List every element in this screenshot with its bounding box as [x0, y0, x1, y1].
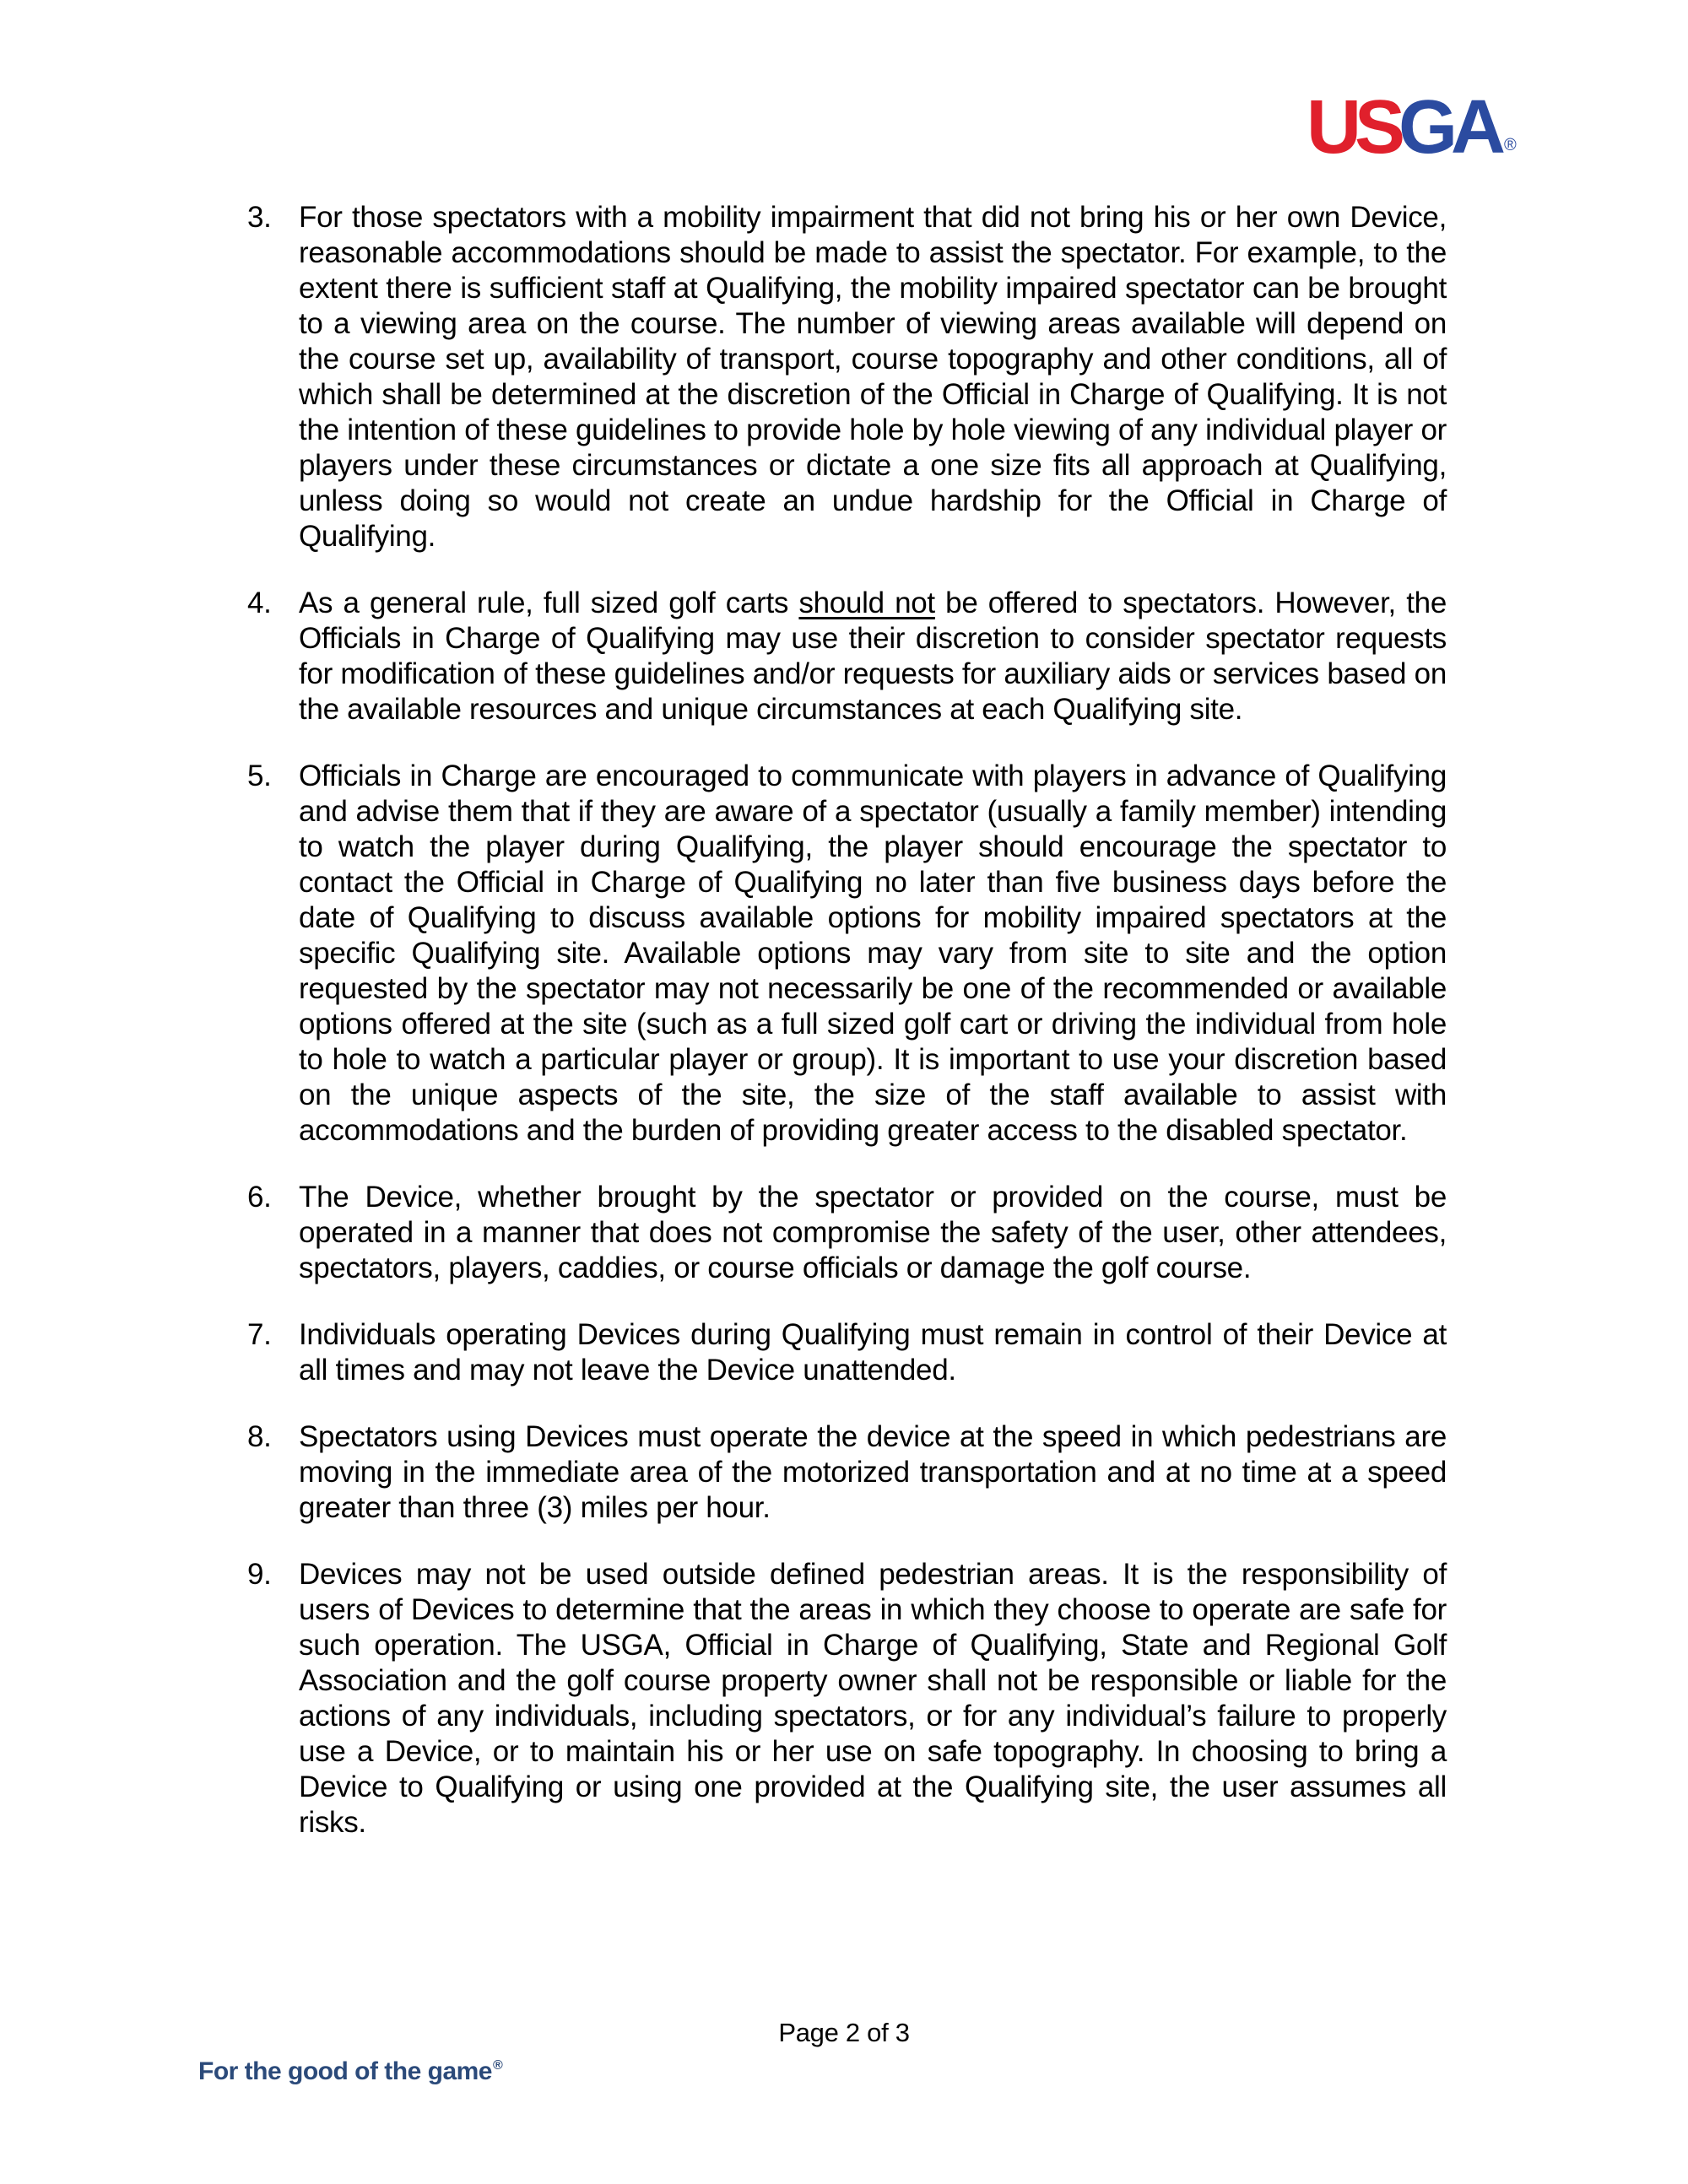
footer-slogan-text: For the good of the game [198, 2057, 492, 2085]
list-item-8 [247, 1419, 1447, 1526]
list-item-7 [247, 1317, 1447, 1388]
list-item-number: 6. [247, 1181, 272, 1214]
list-item-text: Individuals operating Devices during Qualifying must remain in control of their Device at all times and may not leave the Device unattended. [299, 1318, 1447, 1387]
list-item-text: For those spectators with a mobility impairment that did not bring his or her own Device, reasonable accommodations should be made to assist the spectator. For example, to the extent there is sufficient staff at Qualifying, the mobility impaired spectator can be brought to a viewing area on the course. The number of viewing areas available will depend on the course set up, availability of transport, course topography and other conditions, all of which shall be determined at the discretion of the Official in Charge of Qualifying. It is not the intention of these guidelines to provide hole by hole viewing of any individual player or players under these circumstances or dictate a one size fits all approach at Qualifying, unless doing so would not create an undue hardship for the Official in Charge of Qualifying. [299, 201, 1447, 553]
registered-trademark-icon: ® [1504, 136, 1517, 154]
list-item-4 [247, 586, 1447, 727]
list-item-text: Officials in Charge are encouraged to communicate with players in advance of Qualifying and advise them that if they are aware of a spectator (usually a family member) intending to watch the player during Qualifying, the player should encourage the spectator to contact the Official in Charge of Qualifying no later than five business days before the date of Qualifying to discuss available options for mobility impaired spectators at the specific Qualifying site. Available options may vary from site to site and the option requested by the spectator may not necessarily be one of the recommended or available options offered at the site (such as a full sized golf cart or driving the individual from hole to hole to watch a particular player or group). It is important to use your discretion based on the unique aspects of the site, the size of the staff available to assist with accommodations and the burden of providing greater access to the disabled spectator. [299, 760, 1447, 1147]
list-item-9 [247, 1557, 1447, 1841]
list-item-text: Devices may not be used outside defined pedestrian areas. It is the responsibility of users of Devices to determine that the areas in which they choose to operate are safe for such operation. The USGA, Official in Charge of Qualifying, State and Regional Golf Association and the golf course property owner shall not be responsible or liable for the actions of any individuals, including spectators, or for any individual’s failure to properly use a Device, or to maintain his or her use on safe topography. In choosing to bring a Device to Qualifying or using one provided at the Qualifying site, the user assumes all risks. [299, 1558, 1447, 1839]
list-item-text-pre: As a general rule, full sized golf carts [299, 587, 799, 619]
underlined-text: should not [798, 587, 935, 619]
list-item-text [299, 587, 1447, 726]
list-item-text: The Device, whether brought by the spectator or provided on the course, must be operated in a manner that does not compromise the safety of the user, other attendees, spectators, players, caddies, or course officials or damage the golf course. [299, 1181, 1447, 1284]
guidelines-list [247, 200, 1447, 1841]
list-item-text: Spectators using Devices must operate the device at the speed in which pedestrians are moving in the immediate area of the motorized transportation and at no time at a speed greater than three (3) miles per hour. [299, 1420, 1447, 1524]
list-item-3 [247, 200, 1447, 554]
usga-logo-ga: GA [1399, 85, 1500, 170]
page-number: Page 2 of 3 [778, 2018, 910, 2047]
registered-trademark-icon: ® [493, 2058, 503, 2073]
list-item-number: 5. [247, 760, 272, 792]
list-item-number: 4. [247, 587, 272, 619]
usga-logo-us: US [1307, 85, 1399, 170]
list-item-6 [247, 1180, 1447, 1286]
footer-slogan [198, 2057, 502, 2086]
list-item-number: 3. [247, 201, 272, 234]
list-item-number: 8. [247, 1420, 272, 1453]
list-item-number: 9. [247, 1558, 272, 1591]
list-item-5 [247, 759, 1447, 1149]
list-item-text-post: be offered to spectators. However, the Officials in Charge of Qualifying may use their discretion to consider spectator requests for modification of these guidelines and/or requests for auxiliary aids or services based on the available resources and unique circumstances at each Qualifying site. [299, 587, 1447, 726]
usga-logo [1307, 85, 1517, 170]
list-item-number: 7. [247, 1318, 272, 1351]
